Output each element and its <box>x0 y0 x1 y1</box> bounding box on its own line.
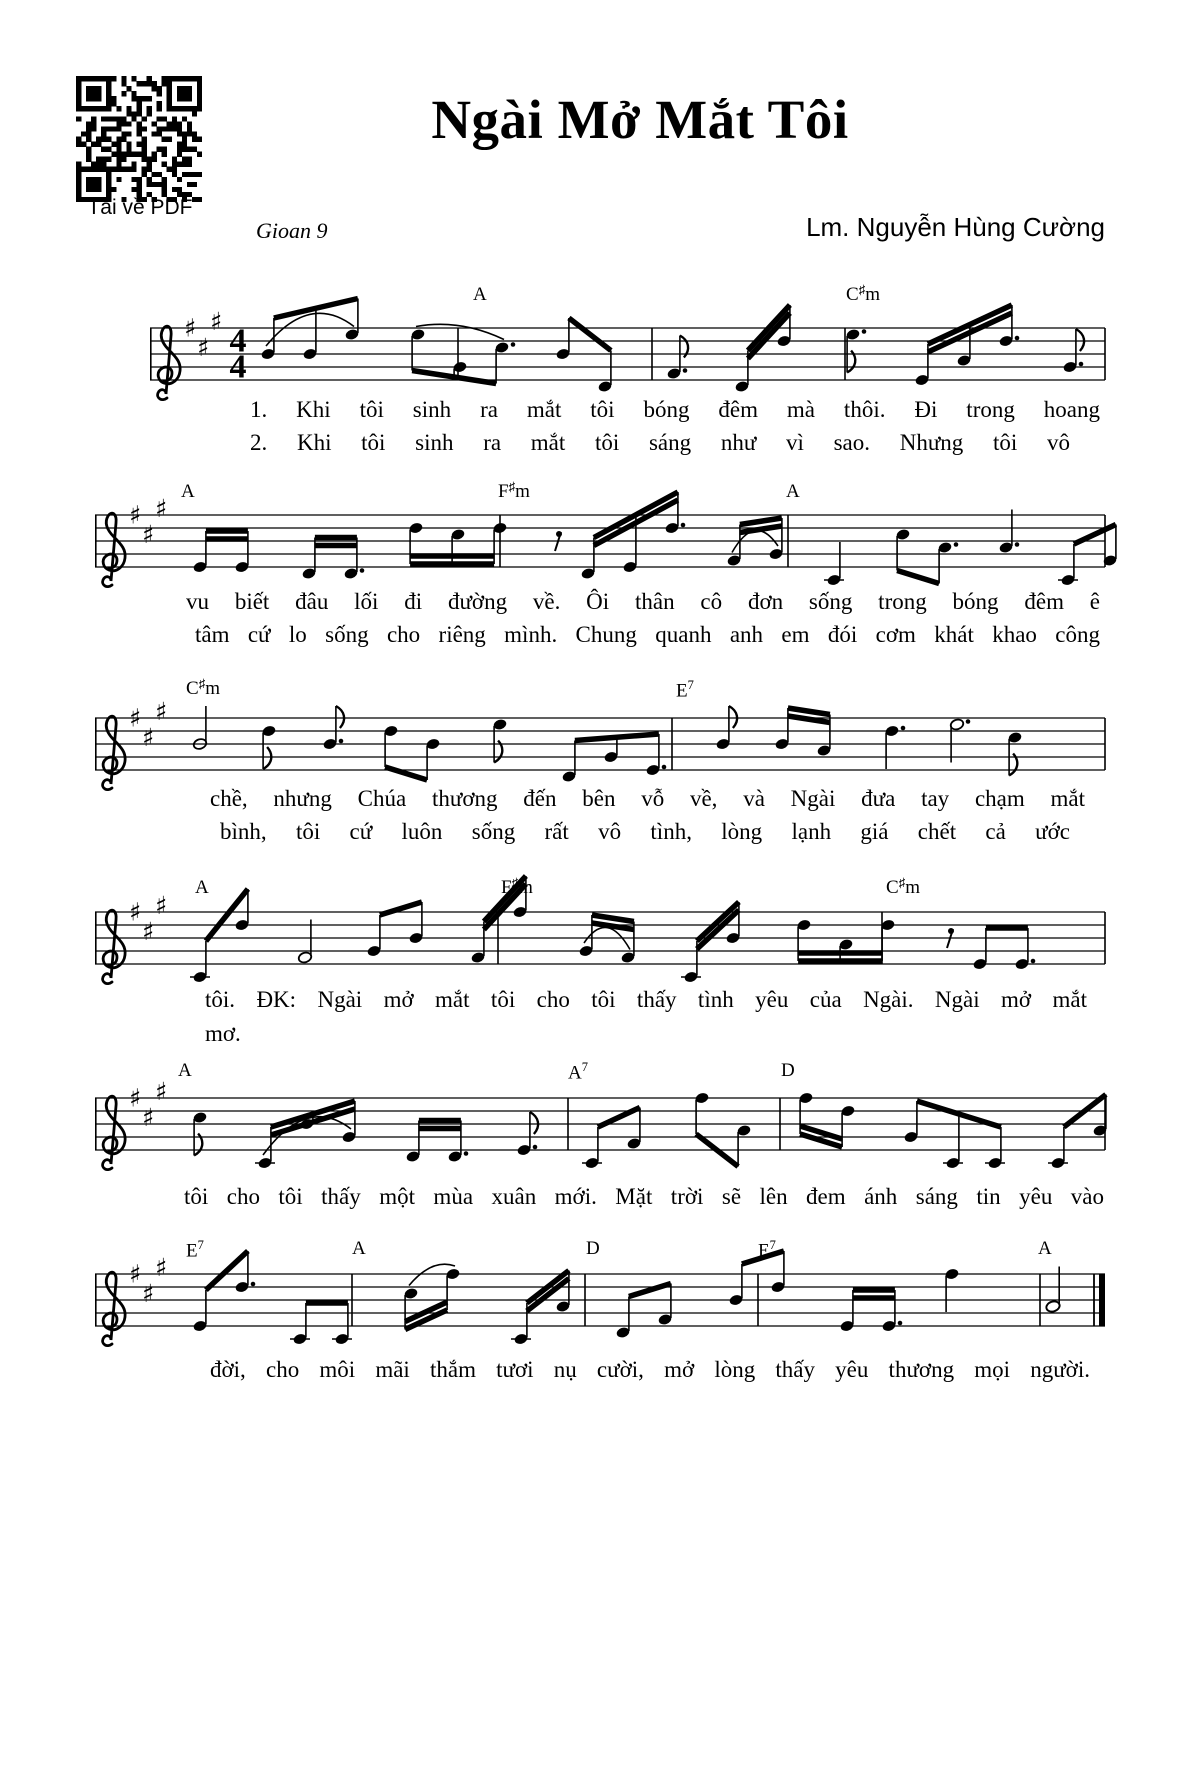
lyric-line: 1. Khi tôi sinh ra mắt tôi bóng đêm mà thôi. Đi trong hoang <box>250 397 1100 422</box>
chord-label: A <box>178 1060 192 1081</box>
key-signature-sharp: ♯ <box>154 697 168 726</box>
staff-system <box>95 1251 1105 1346</box>
treble-clef <box>103 1272 126 1345</box>
lyric-line: vu biết đâu lối đi đường về. Ôi thân cô đơn sống trong bóng đêm ê <box>186 589 1100 614</box>
lyric-line: 2. Khi tôi sinh ra mắt tôi sáng như vì sao. Nhưng tôi vô <box>250 430 1070 455</box>
key-signature-sharp: ♯ <box>128 1259 142 1289</box>
chord-label: A <box>195 877 209 898</box>
key-signature-sharp: ♯ <box>141 917 155 946</box>
key-signature-sharp: ♯ <box>128 500 142 530</box>
key-signature-sharp: ♯ <box>128 897 142 927</box>
chord-label: $E^7$ <box>758 1238 776 1262</box>
key-signature-sharp: ♯ <box>196 333 210 362</box>
treble-clef <box>103 1096 126 1169</box>
chord-label: C♯m <box>846 282 880 305</box>
treble-clef <box>103 716 126 789</box>
staff-system <box>150 299 1105 400</box>
key-signature-sharp: ♯ <box>183 313 197 343</box>
time-signature: 4 <box>229 348 247 386</box>
treble-clef <box>103 910 126 983</box>
lyric-line: bình, tôi cứ luôn sống rất vô tình, lòng lạnh giá chết cả ước <box>220 819 1070 844</box>
key-signature-sharp: ♯ <box>154 1253 168 1282</box>
key-signature-sharp: ♯ <box>141 723 155 752</box>
chord-label: D <box>781 1060 795 1081</box>
staff-system <box>95 876 1105 984</box>
chord-label: A <box>786 481 800 502</box>
key-signature-sharp: ♯ <box>128 703 142 733</box>
staff-system <box>95 697 1105 790</box>
time-signature: 4 <box>229 322 247 360</box>
scripture-reference: Gioan 9 <box>256 218 328 243</box>
chord-label: $E^7$ <box>186 1238 204 1262</box>
treble-clef <box>103 513 126 586</box>
lyric-line: tôi. ĐK: Ngài mở mắt tôi cho tôi thấy tình yêu của Ngài. Ngài mở mắt <box>205 987 1087 1012</box>
chord-label: A <box>473 284 487 305</box>
chord-label: F♯m <box>501 875 533 898</box>
key-signature-sharp: ♯ <box>141 1279 155 1308</box>
chord-label: A <box>352 1238 366 1259</box>
staff-system <box>95 492 1118 587</box>
lyric-line: tâm cứ lo sống cho riêng mình. Chung quanh anh em đói cơm khát khao công <box>195 622 1100 647</box>
key-signature-sharp: ♯ <box>141 520 155 549</box>
chord-label: C♯m <box>886 875 920 898</box>
chord-label: A <box>1038 1238 1052 1259</box>
key-signature-sharp: ♯ <box>154 891 168 920</box>
chord-label: F♯m <box>498 479 530 502</box>
chord-label: $A^7$ <box>568 1060 588 1084</box>
chord-label: $E^7$ <box>676 678 694 702</box>
lyric-line: chề, nhưng Chúa thương đến bên vỗ về, và Ngài đưa tay chạm mắt <box>210 786 1085 811</box>
key-signature-sharp: ♯ <box>209 307 223 336</box>
key-signature-sharp: ♯ <box>141 1103 155 1132</box>
chord-label: C♯m <box>186 676 220 699</box>
page-title: Ngài Mở Mắt Tôi <box>431 89 849 150</box>
composer-credit: Lm. Nguyễn Hùng Cường <box>806 212 1105 242</box>
chord-label: D <box>586 1238 600 1259</box>
key-signature-sharp: ♯ <box>154 1077 168 1106</box>
staff-system <box>95 1077 1108 1170</box>
lyric-line: tôi cho tôi thấy một mùa xuân mới. Mặt trời sẽ lên đem ánh sáng tin yêu vào <box>184 1184 1104 1209</box>
key-signature-sharp: ♯ <box>154 494 168 523</box>
chord-label: A <box>181 481 195 502</box>
lyric-line: đời, cho môi mãi thắm tươi nụ cười, mở lòng thấy yêu thương mọi người. <box>210 1357 1090 1382</box>
key-signature-sharp: ♯ <box>128 1083 142 1113</box>
download-pdf-link[interactable]: Tải về PDF <box>87 196 193 219</box>
treble-clef <box>158 326 181 399</box>
lyric-line: mơ. <box>205 1021 241 1046</box>
